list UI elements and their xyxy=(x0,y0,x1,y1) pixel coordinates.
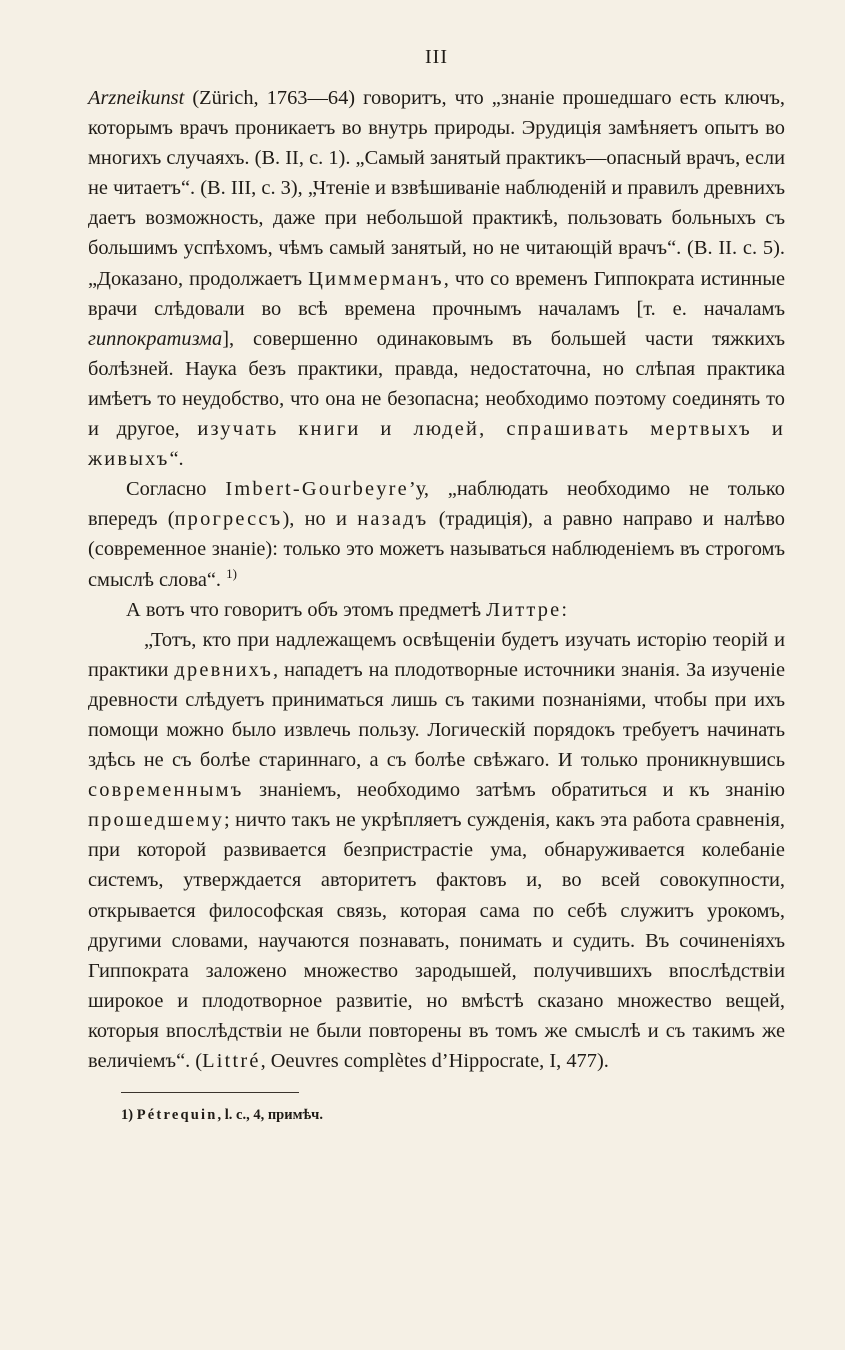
author-name: Littré xyxy=(202,1050,261,1072)
paragraph-4 xyxy=(88,625,785,1076)
body-text xyxy=(88,83,785,1076)
spaced-word: прошедшему xyxy=(88,809,225,832)
page-number: III xyxy=(425,46,448,68)
paragraph-1-text-c: ], совершенно одинаковымъ въ большей части тяжкихъ болѣзней. Наука безъ практики, правда, недостаточна, но слѣпая практика имѣетъ то неудобство, что она не безопасна; необходимо поэтому соединять то и другое, xyxy=(88,327,785,441)
paragraph-1-text-a: (Zürich, 1763—64) говоритъ, что „знанiе прошедшаго есть ключъ, которымъ врачъ проникаетъ во внутрь природы. Эрудицiя замѣняетъ опытъ во многихъ случаяхъ. (В. II, с. 1). „Самый занятый практикъ—опасный врачъ, если не читаетъ“. (В. III, с. 3), „Чтенiе и взвѣшиванiе наблюденiй и правилъ древнихъ даетъ возможность, даже при небольшой практикѣ, пользовать больныхъ съ большимъ успѣхомъ, чѣмъ самый занятый, но не читающiй врачъ“. (В. II. с. 5). „Доказано, продолжаетъ xyxy=(88,87,785,290)
italic-term: гиппократизма xyxy=(88,327,223,350)
paragraph-4-text-d: ; ничто такъ не укрѣпляетъ сужденiя, какъ эта работа сравненiя, при которой развивается безпристрастiе ума, обнаруживается колебанiе системъ, утверждается авторитетъ фактовъ и, во всей совокупности, открывается философская связь, которая сама по себѣ служитъ урокомъ, другими словами, научаются познавать, понимать и судить. Въ сочиненiяхъ Гиппократа заложено множество зародышей, получившихъ впослѣдствiи широкое и плодотворное развитiе, но вмѣстѣ сказано множество вещей, которыя впослѣдствiи не были повторены въ томъ же смыслѣ и съ такимъ же величiемъ“. ( xyxy=(88,809,785,1072)
footnote-divider xyxy=(121,1092,299,1093)
paragraph-1 xyxy=(88,83,785,474)
paragraph-2-text-a: Согласно xyxy=(126,478,226,501)
footnote-text: , l. c., 4, примѣч. xyxy=(217,1107,323,1124)
author-name: Циммерманъ xyxy=(308,267,444,290)
paragraph-3 xyxy=(88,595,785,625)
book-title: Arzneikunst xyxy=(88,87,185,109)
spaced-word: древнихъ xyxy=(174,658,274,681)
spaced-word: современнымъ xyxy=(88,779,244,802)
paragraph-1-text-d: “. xyxy=(169,448,184,471)
footnote xyxy=(121,1105,785,1125)
footnote-author: Pétrequin xyxy=(136,1107,218,1124)
spaced-word: прогрессъ xyxy=(174,508,283,531)
paragraph-3-text-b: : xyxy=(561,598,568,621)
author-name: Imbert-Gourbeyre xyxy=(225,478,409,501)
paragraph-4-text-b: , нападетъ на плодотворные источники знанiя. За изученiе древности слѣдуетъ приниматься лишь съ такими познанiями, чтобы при ихъ помощи можно было извлечь пользу. Логическiй порядокъ требуетъ начинать здѣсь не съ болѣе стариннаго, а съ болѣе свѣжаго. И только проникнувшись xyxy=(88,658,785,772)
paragraph-1-text-b: , что со временъ Гиппократа истинные врачи слѣдовали во всѣ времена прочнымъ началамъ [т. е. началамъ xyxy=(88,267,785,320)
paragraph-2-text-c: ), но и xyxy=(282,508,358,531)
paragraph-2-text-d: (традицiя), а равно направо и налѣво (современное знанiе): только это можетъ называться наблюденiемъ въ строгомъ смыслѣ слова“. xyxy=(88,508,786,591)
spaced-phrase: изучать книги и людей, спрашивать мертвыхъ и живыхъ xyxy=(88,418,785,471)
paragraph-4-text-a: „Тотъ, кто при надлежащемъ освѣщенiи будетъ изучать исторiю теорiй и практики xyxy=(88,628,785,681)
footnote-reference[interactable]: 1) xyxy=(226,565,237,581)
paragraph-2 xyxy=(88,474,785,594)
author-name: Литтре xyxy=(486,598,562,621)
paragraph-4-text-e: , Oeuvres complètes d’Hippocrate, I, 477). xyxy=(260,1050,609,1072)
paragraph-3-text-a: А вотъ что говоритъ объ этомъ предметѣ xyxy=(126,598,487,621)
paragraph-2-text-b: ’у, „наблюдать необходимо не только впередъ ( xyxy=(88,478,785,531)
paragraph-4-text-c: знанiемъ, необходимо затѣмъ обратиться и къ знанiю xyxy=(243,779,785,802)
spaced-word: назадъ xyxy=(357,508,429,531)
footnote-marker: 1) xyxy=(121,1107,134,1124)
